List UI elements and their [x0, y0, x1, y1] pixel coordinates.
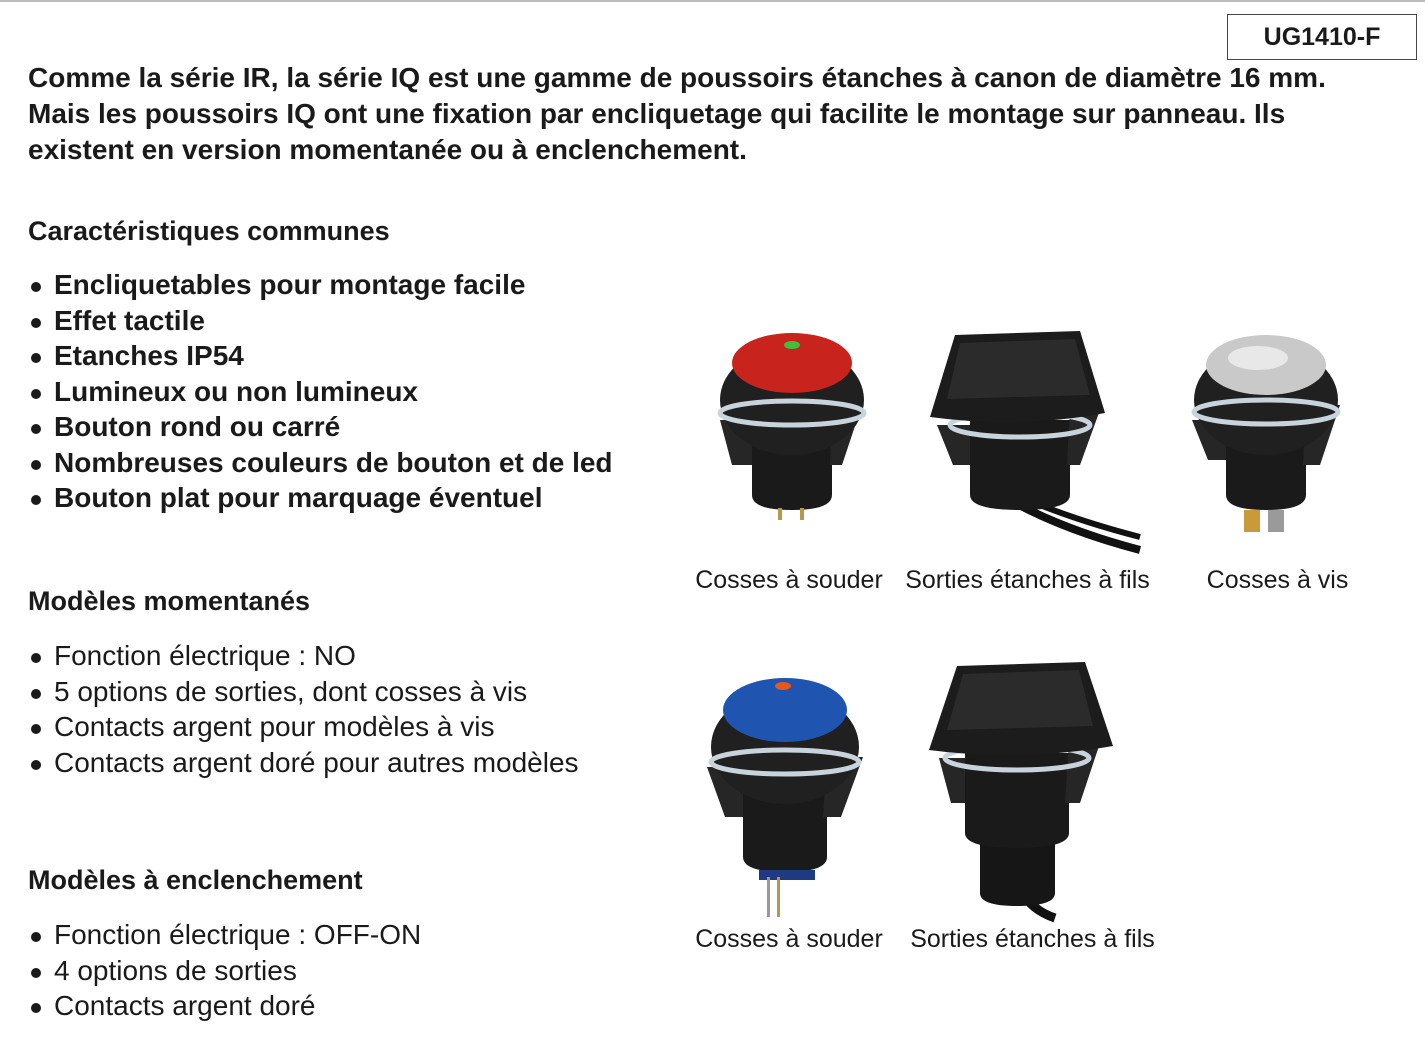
led: [784, 341, 800, 349]
reference-code: UG1410-F: [1227, 14, 1417, 60]
common-features-title: Caractéristiques communes: [28, 216, 390, 246]
list-item: Encliquetables pour montage facile: [28, 267, 613, 303]
list-item: 5 options de sorties, dont cosses à vis: [28, 674, 579, 710]
list-item: Etanches IP54: [28, 338, 613, 374]
common-features-list: [28, 267, 613, 516]
list-item: Fonction électrique : OFF-ON: [28, 917, 421, 953]
list-item: 4 options de sorties: [28, 953, 421, 989]
list-item: Contacts argent doré: [28, 988, 421, 1024]
intro-paragraph: Comme la série IR, la série IQ est une gamme de poussoirs étanches à canon de diamètre 16 mm. Mais les poussoirs IQ ont une fixation par encliquetage qui facilite le montage sur panneau. Ils existent en version momentanée ou à enclenchement.: [28, 62, 1326, 165]
list-item: Contacts argent pour modèles à vis: [28, 709, 579, 745]
momentary-models-list: [28, 638, 579, 780]
photo-square-black-wires-2: [925, 658, 1125, 923]
list-item: Lumineux ou non lumineux: [28, 374, 613, 410]
momentary-models-title: Modèles momentanés: [28, 586, 311, 616]
photo-round-metal-screw: [1188, 330, 1348, 540]
latching-models-title: Modèles à enclenchement: [28, 865, 363, 895]
list-item: Fonction électrique : NO: [28, 638, 579, 674]
list-item: Effet tactile: [28, 303, 613, 339]
caption-solder-lugs: Cosses à souder: [695, 566, 883, 594]
list-item: Bouton rond ou carré: [28, 409, 613, 445]
list-item: Contacts argent doré pour autres modèles: [28, 745, 579, 781]
caption-sealed-wires-2: Sorties étanches à fils: [910, 925, 1155, 953]
photo-round-red-solder: [712, 325, 872, 525]
photo-round-blue-solder: [703, 672, 873, 922]
top-rule: [0, 0, 1425, 2]
caption-screw-terminals: Cosses à vis: [1206, 566, 1349, 594]
caption-sealed-wires: Sorties étanches à fils: [905, 566, 1150, 594]
photo-square-black-wires: [925, 325, 1145, 555]
list-item: Nombreuses couleurs de bouton et de led: [28, 445, 613, 481]
latching-models-list: [28, 917, 421, 1024]
list-item: Bouton plat pour marquage éventuel: [28, 480, 613, 516]
led: [775, 682, 791, 690]
caption-solder-lugs-2: Cosses à souder: [695, 925, 883, 953]
